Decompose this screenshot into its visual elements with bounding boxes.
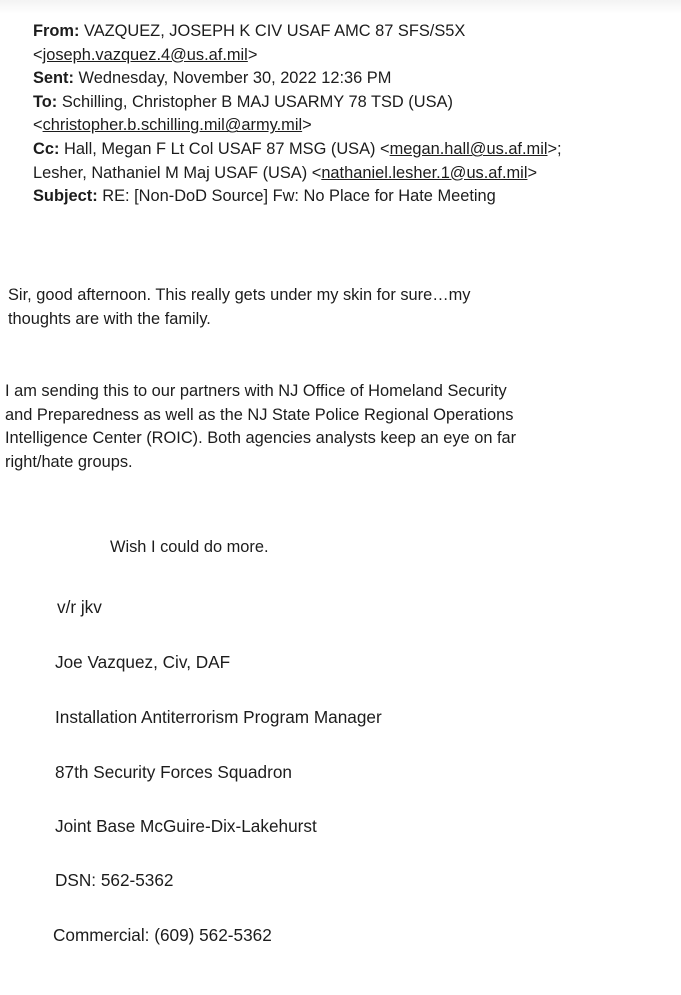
signature-unit: 87th Security Forces Squadron [55, 762, 292, 782]
from-line [33, 20, 673, 44]
email-header [33, 20, 673, 209]
signature-commercial-phone: Commercial: (609) 562-5362 [53, 925, 272, 945]
sent-value: Wednesday, November 30, 2022 12:36 PM [78, 69, 392, 88]
cc-name-2: Lesher, Nathaniel M Maj USAF (USA) < [33, 163, 322, 182]
body-text-line: Sir, good afternoon. This really gets under my skin for sure…my [8, 286, 471, 304]
cc-line: Cc: Hall, Megan F Lt Col USAF 87 MSG (USA) <megan.hall@us.af.mil>; [33, 139, 562, 158]
cc-name-1: Hall, Megan F Lt Col USAF 87 MSG (USA) < [63, 139, 390, 158]
body-paragraph-1 [8, 284, 470, 331]
signoff: v/r jkv [57, 597, 102, 617]
subject-value: RE: [Non-DoD Source] Fw: No Place for Hate Meeting [102, 187, 496, 206]
to-line [33, 91, 673, 115]
body-closing-line: Wish I could do more. [110, 538, 269, 556]
subject-line [33, 185, 673, 209]
to-email-link[interactable]: christopher.b.schilling.mil@army.mil [42, 116, 303, 135]
sent-line [33, 67, 673, 91]
body-text-line: right/hate groups. [5, 452, 133, 471]
signature-name: Joe Vazquez, Civ, DAF [55, 652, 231, 672]
cc-line-2: Lesher, Nathaniel M Maj USAF (USA) <nathaniel.lesher.1@us.af.mil> [33, 163, 538, 182]
signature-title: Installation Antiterrorism Program Manager [55, 707, 382, 727]
to-label: To: [33, 92, 58, 111]
sent-label: Sent: [33, 69, 74, 88]
signature-dsn: DSN: 562-5362 [55, 870, 174, 890]
from-email-link[interactable]: joseph.vazquez.4@us.af.mil [42, 45, 248, 64]
to-email-line: <christopher.b.schilling.mil@army.mil> [33, 116, 312, 135]
cc-email-link-1[interactable]: megan.hall@us.af.mil [389, 139, 548, 158]
from-label: From: [33, 22, 80, 40]
body-text-line: Intelligence Center (ROIC). Both agencies analysts keep an eye on far [5, 429, 517, 447]
body-text-line: thoughts are with the family. [8, 309, 211, 328]
body-text-line: and Preparedness as well as the NJ State Police Regional Operations [5, 405, 514, 424]
signature-base: Joint Base McGuire-Dix-Lakehurst [55, 816, 317, 836]
body-text-line: I am sending this to our partners with NJ Office of Homeland Security [5, 382, 507, 400]
from-email-line: <joseph.vazquez.4@us.af.mil> [33, 45, 258, 64]
from-name: VAZQUEZ, JOSEPH K CIV USAF AMC 87 SFS/S5X [84, 22, 466, 40]
cc-label: Cc: [33, 139, 60, 158]
to-name: Schilling, Christopher B MAJ USARMY 78 TSD (USA) [61, 92, 453, 111]
cc-email-link-2[interactable]: nathaniel.lesher.1@us.af.mil [321, 163, 528, 182]
body-paragraph-2 [5, 380, 516, 474]
subject-label: Subject: [33, 187, 98, 206]
scan-top-edge [0, 0, 681, 14]
